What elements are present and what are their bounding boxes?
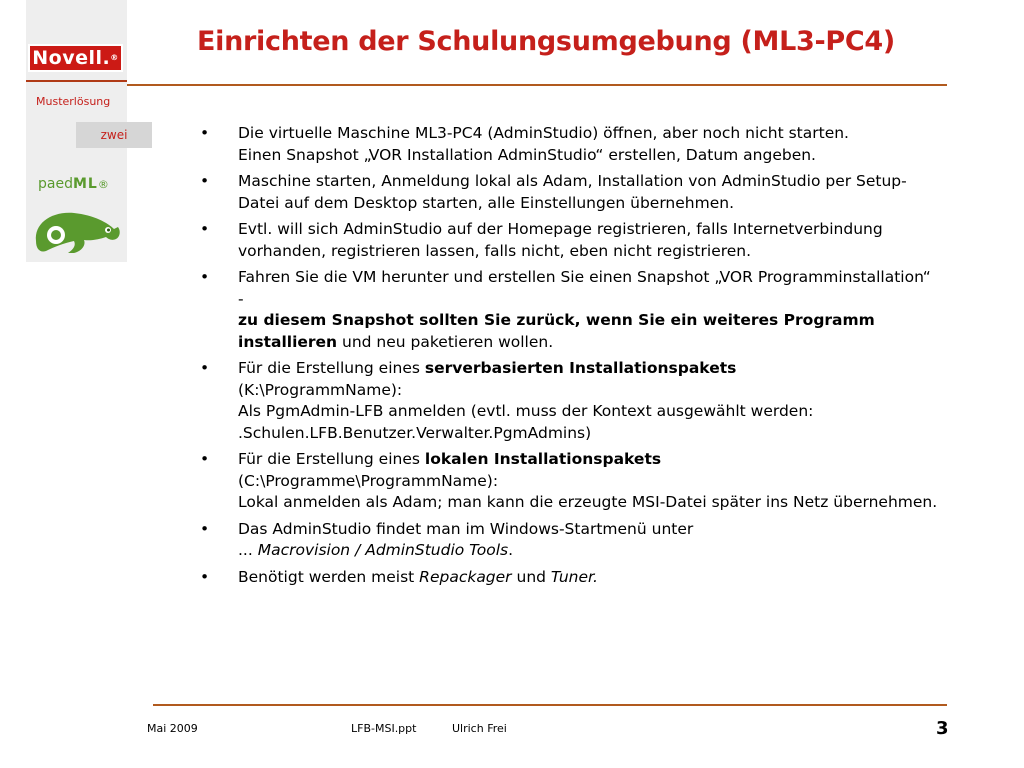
list-item: [200, 123, 940, 166]
item-text: Als PgmAdmin-LFB anmelden (evtl. muss der Kontext ausgewählt werden: .Schulen.LFB.Benutzer.Verwalter.PgmAdmins): [238, 402, 814, 442]
bullet-icon: •: [200, 450, 210, 468]
novell-logo-text: Novell.: [32, 47, 111, 69]
gecko-icon: [28, 207, 124, 257]
zwei-label: zwei: [76, 122, 152, 148]
bullet-list: [200, 123, 940, 593]
item-text: Evtl. will sich AdminStudio auf der Homepage registrieren, falls Internetverbindung vorhanden, registrieren lassen, falls nicht, eben nicht registrieren.: [238, 220, 883, 260]
item-text: Benötigt werden meist: [238, 567, 420, 586]
bullet-icon: •: [200, 220, 210, 238]
footer-author: Ulrich Frei: [452, 722, 507, 735]
item-text: .: [508, 541, 514, 559]
list-item: [200, 267, 940, 353]
bullet-icon: •: [200, 359, 210, 377]
list-item: [200, 519, 940, 562]
item-text: (C:\Programme\ProgrammName):: [238, 471, 499, 490]
item-bold-text: zu diesem Snapshot sollten Sie zurück, wenn Sie ein weiteres Programm installieren: [238, 311, 875, 351]
item-text: (K:\ProgrammName):: [238, 380, 403, 399]
sidebar-divider: [26, 80, 127, 82]
paedml-logo-prefix: paed: [38, 176, 73, 192]
bullet-icon: •: [200, 124, 210, 142]
page-number: 3: [936, 718, 949, 739]
item-italic-text: Repackager: [419, 567, 512, 586]
list-item: [200, 449, 940, 514]
musterloesung-label: Musterlösung: [36, 95, 111, 108]
item-text: ...: [238, 541, 258, 559]
item-bold-text: lokalen Installationspakets: [424, 450, 662, 468]
item-text: und neu paketieren wollen.: [337, 332, 554, 351]
paedml-logo-ml: ML: [72, 176, 98, 192]
list-item: [200, 219, 940, 262]
item-text: Fahren Sie die VM herunter und erstellen Sie einen Snapshot „VOR Programminstallation“ -: [238, 268, 931, 308]
slide-title: Einrichten der Schulungsumgebung (ML3-PC4): [197, 26, 895, 57]
novell-logo: [28, 44, 123, 72]
novell-logo-mark: ®: [110, 53, 119, 62]
item-text: Maschine starten, Anmeldung lokal als Adam, Installation von AdminStudio per Setup-Datei auf dem Desktop starten, alle Einstellungen übernehmen.: [238, 172, 907, 212]
footer-file: LFB-MSI.ppt: [351, 722, 417, 735]
item-text: Für die Erstellung eines: [238, 359, 425, 377]
item-text: und: [511, 567, 551, 586]
item-text: Einen Snapshot „VOR Installation AdminStudio“ erstellen, Datum angeben.: [238, 145, 816, 164]
bullet-icon: •: [200, 268, 210, 286]
item-italic-text: Tuner.: [550, 567, 598, 586]
list-item: [200, 358, 940, 444]
paedml-logo: [38, 176, 109, 192]
item-text: Lokal anmelden als Adam; man kann die erzeugte MSI-Datei später ins Netz übernehmen.: [238, 493, 938, 511]
title-rule: [127, 84, 947, 86]
item-italic-text: Macrovision / AdminStudio Tools: [257, 541, 509, 559]
list-item: [200, 171, 940, 214]
bullet-icon: •: [200, 172, 210, 190]
item-text: Das AdminStudio findet man im Windows-Startmenü unter: [238, 519, 694, 538]
footer-rule: [153, 704, 947, 706]
bullet-icon: •: [200, 567, 210, 586]
item-text: Die virtuelle Maschine ML3-PC4 (AdminStudio) öffnen, aber noch nicht starten.: [238, 124, 849, 142]
list-item: [200, 567, 940, 589]
bullet-icon: •: [200, 519, 210, 538]
item-text: Für die Erstellung eines: [238, 450, 425, 468]
item-bold-text: serverbasierten Installationspakets: [424, 359, 737, 377]
paedml-logo-mark: ®: [97, 178, 109, 191]
footer-date: Mai 2009: [147, 722, 198, 735]
